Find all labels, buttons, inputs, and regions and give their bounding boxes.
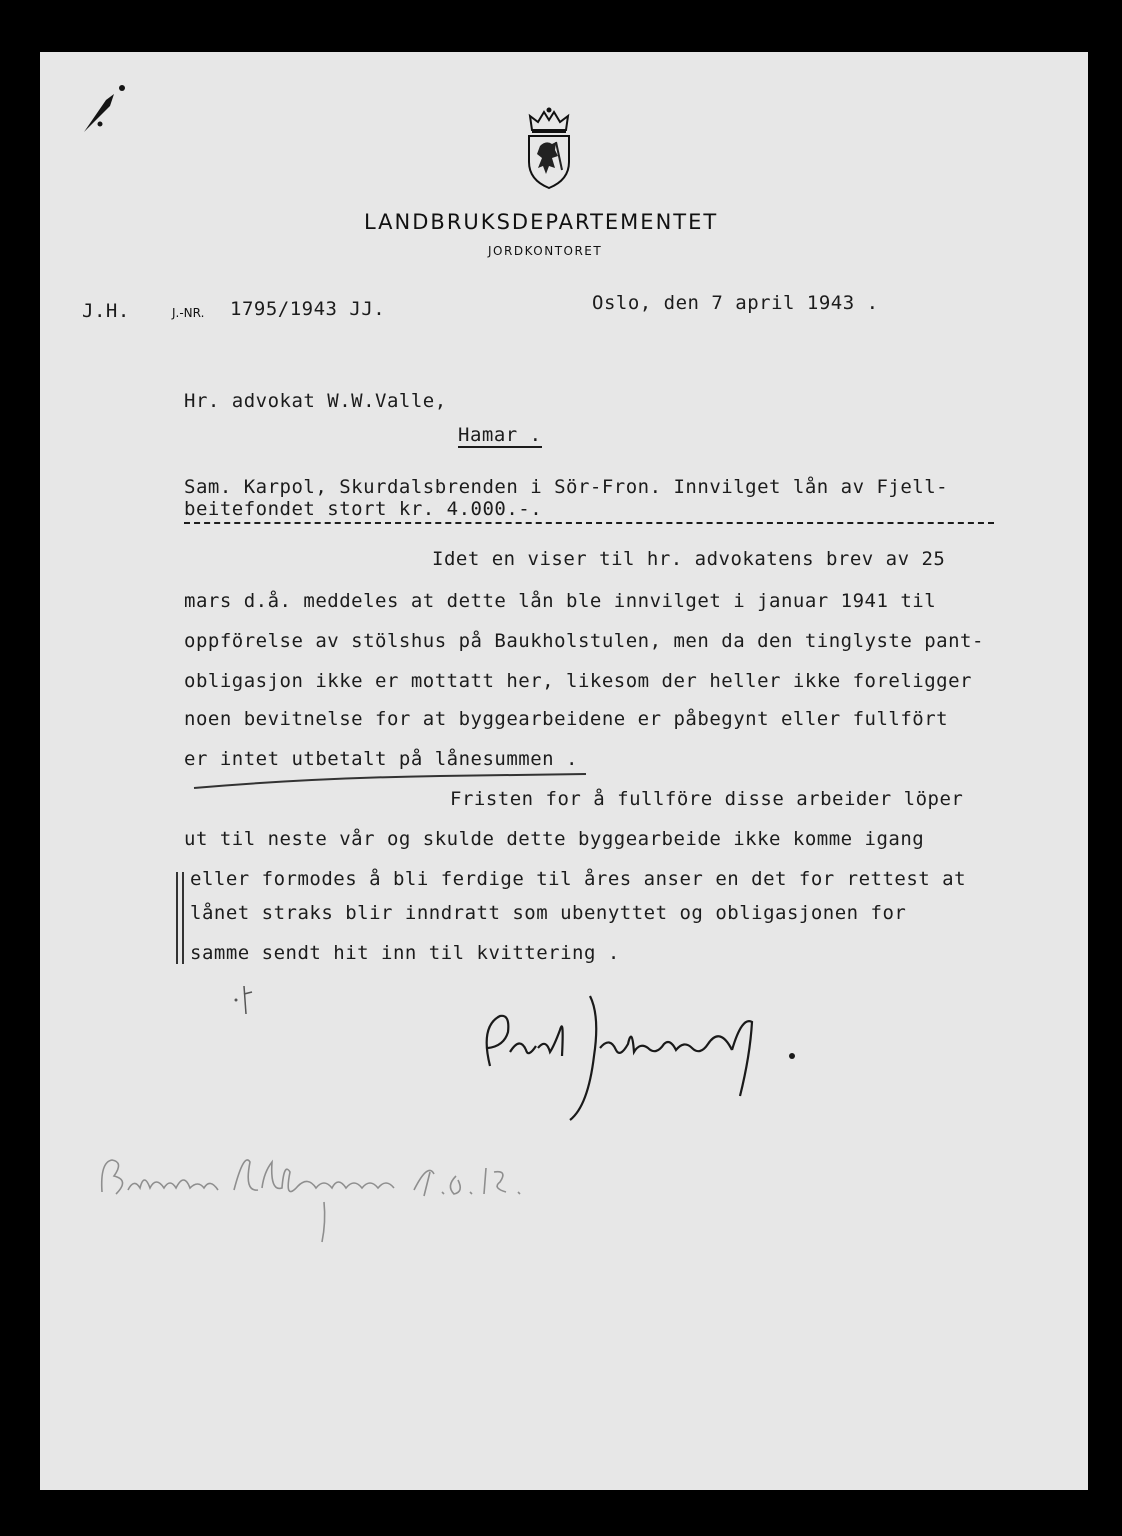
pencil-note xyxy=(94,1132,564,1252)
paragraph-2-line: samme sendt hit inn til kvittering . xyxy=(190,942,620,964)
ministry-name: LANDBRUKSDEPARTEMENTET xyxy=(364,210,719,234)
paragraph-2-line: lånet straks blir inndratt som ubenyttet og obligasjonen for xyxy=(190,902,907,924)
ink-smudge-icon xyxy=(76,80,136,140)
paragraph-1-line: noen bevitnelse for at byggearbeidene er påbegynt eller fullfört xyxy=(184,708,949,730)
recipient-name: Hr. advokat W.W.Valle, xyxy=(184,390,447,412)
journal-number: 1795/1943 JJ. xyxy=(230,298,386,320)
paragraph-1-line: obligasjon ikke er mottatt her, likesom der heller ikke foreligger xyxy=(184,670,972,692)
subject-underline xyxy=(184,522,994,524)
pencil-mark-icon xyxy=(230,984,260,1018)
paragraph-2-line: Fristen for å fullföre disse arbeider löper xyxy=(450,788,964,810)
paragraph-1-line: oppförelse av stölshus på Baukholstulen, men da den tinglyste pant- xyxy=(184,630,984,652)
place-and-date: Oslo, den 7 april 1943 . xyxy=(592,292,879,314)
office-name: JORDKONTORET xyxy=(488,244,603,258)
letter-page xyxy=(40,52,1088,1490)
paragraph-1-line: mars d.å. meddeles at dette lån ble innvilget i januar 1941 til xyxy=(184,590,937,612)
subject-line-1: Sam. Karpol, Skurdalsbrenden i Sör-Fron. Innvilget lån av Fjell- xyxy=(184,476,949,498)
margin-marker xyxy=(176,872,184,964)
paragraph-2-line: ut til neste vår og skulde dette byggearbeide ikke komme igang xyxy=(184,828,925,850)
recipient-city: Hamar . xyxy=(458,424,542,446)
coat-of-arms-icon xyxy=(522,106,576,190)
journal-number-label: J.-NR. xyxy=(172,306,205,320)
subject-line-2: beitefondet stort kr. 4.000.-. xyxy=(184,498,543,520)
paragraph-1-line: Idet en viser til hr. advokatens brev av 25 xyxy=(432,548,946,570)
paragraph-1-line: er intet utbetalt på lånesummen . xyxy=(184,748,578,770)
signature xyxy=(470,986,830,1126)
initials: J.H. xyxy=(82,300,130,322)
paragraph-2-line: eller formodes å bli ferdige til åres anser en det for rettest at xyxy=(190,868,967,890)
